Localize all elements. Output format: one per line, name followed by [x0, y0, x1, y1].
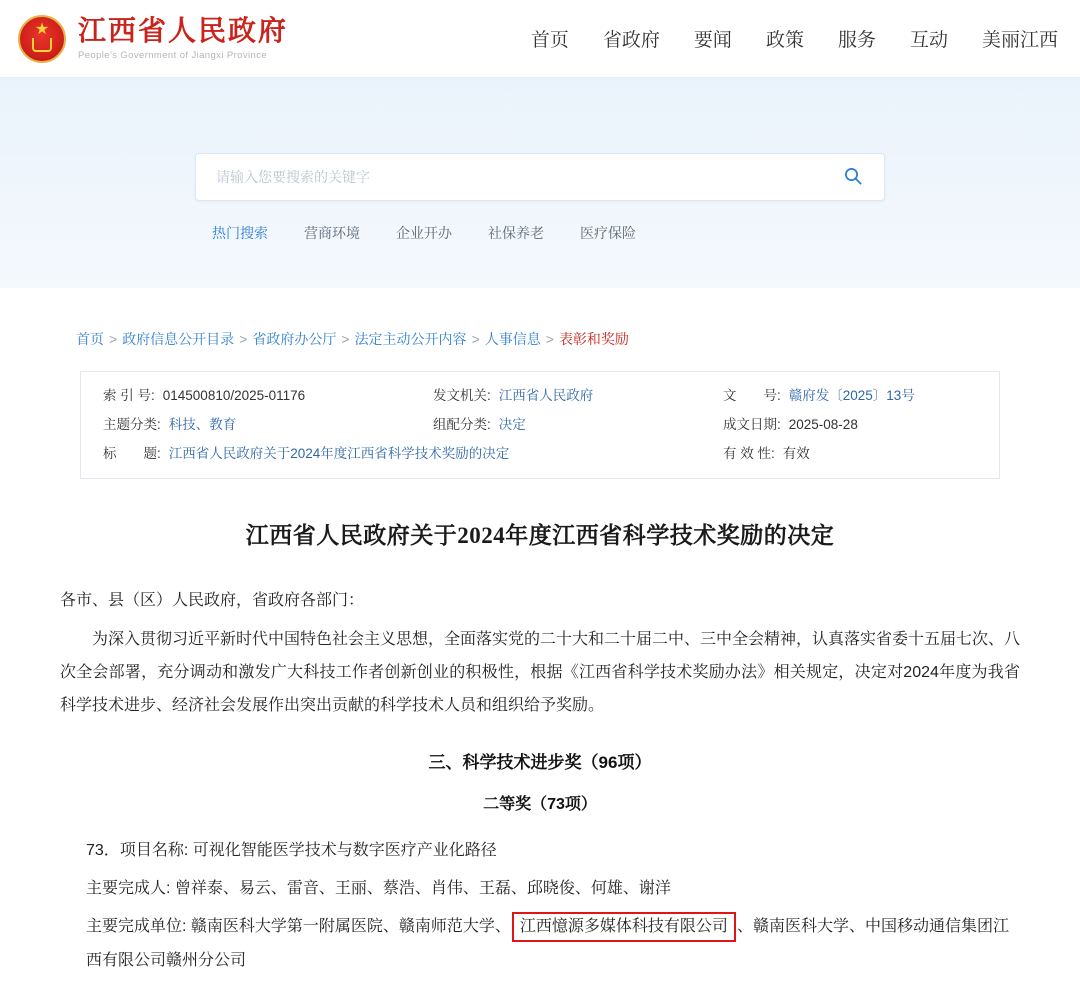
meta-row	[103, 386, 977, 406]
breadcrumb-item-personnel[interactable]: 人事信息	[484, 331, 541, 347]
meta-key: 主题分类:	[103, 417, 161, 432]
breadcrumb-item-legal-disclosure[interactable]: 法定主动公开内容	[354, 331, 467, 347]
award-entry-project	[60, 834, 1020, 868]
highlighted-company: 江西憶源多媒体科技有限公司	[512, 912, 736, 942]
meta-value[interactable]: 江西省人民政府关于2024年度江西省科学技术奖励的决定	[168, 446, 510, 461]
hot-item-social-security[interactable]: 社保养老	[488, 225, 544, 241]
award-people-label: 主要完成人:	[86, 880, 171, 897]
site-logo[interactable]	[18, 15, 288, 63]
brand-title-cn: 江西省人民政府	[78, 16, 289, 47]
nav-item-beautiful-jiangxi[interactable]: 美丽江西	[981, 30, 1058, 51]
main-nav	[531, 25, 1058, 52]
nav-item-policy[interactable]: 政策	[765, 30, 804, 51]
award-entry-units	[60, 910, 1020, 978]
meta-row	[103, 415, 977, 435]
hot-search-row	[212, 223, 636, 243]
brand-title-en: People's Government of Jiangxi Province	[78, 50, 268, 61]
breadcrumb-separator: >	[341, 331, 350, 347]
nav-item-home[interactable]: 首页	[530, 30, 569, 51]
breadcrumb-separator: >	[545, 331, 554, 347]
meta-cell-index	[103, 386, 433, 406]
breadcrumb	[60, 329, 1020, 349]
award-entry-people	[60, 872, 1020, 906]
document-title: 江西省人民政府关于2024年度江西省科学技术奖励的决定	[245, 523, 835, 548]
award-project-label: 项目名称:	[119, 842, 189, 859]
award-project-name: 可视化智能医学技术与数字医疗产业化路径	[192, 842, 497, 859]
meta-key: 发文机关:	[433, 388, 491, 403]
site-header	[0, 0, 1080, 78]
award-entry-number: 73．	[86, 842, 120, 859]
meta-value[interactable]: 赣府发〔2025〕13号	[788, 388, 915, 403]
search-button[interactable]	[836, 160, 870, 194]
meta-value: 014500810/2025-01176	[162, 388, 306, 403]
breadcrumb-item-catalog[interactable]: 政府信息公开目录	[122, 331, 235, 347]
document-salutation: 各市、县（区）人民政府，省政府各部门：	[60, 592, 365, 609]
meta-key: 组配分类:	[433, 417, 491, 432]
award-people-value: 曾祥泰、易云、雷音、王丽、蔡浩、肖伟、王磊、邱晓俊、何雄、谢洋	[174, 880, 671, 897]
meta-value[interactable]: 科技、教育	[168, 417, 237, 432]
meta-value[interactable]: 江西省人民政府	[498, 388, 594, 403]
meta-cell-validity	[723, 444, 977, 464]
breadcrumb-item-home[interactable]: 首页	[76, 331, 104, 347]
brand-text	[78, 16, 288, 61]
document-paragraph-1: 为深入贯彻习近平新时代中国特色社会主义思想，全面落实党的二十大和二十届二中、三中全会精神，认真落实省委十五届七次、八次全会部署，充分调动和激发广大科技工作者创新创业的积极性，根据《江西省科学技术奖励办法》相关规定，决定对2024年度为我省科学技术进步、经济社会发展作出突出贡献的科学技术人员和组织给予奖励。	[60, 631, 1021, 714]
meta-cell-topic	[103, 415, 433, 435]
meta-cell-issuer	[433, 386, 723, 406]
breadcrumb-separator: >	[109, 331, 118, 347]
breadcrumb-item-office[interactable]: 省政府办公厅	[252, 331, 337, 347]
nav-item-service[interactable]: 服务	[837, 30, 876, 51]
award-units-after: 、赣南医科大学、中国移动通信集团江西有限公司赣州分公司	[86, 918, 1009, 969]
search-box[interactable]	[195, 153, 885, 201]
section-subtitle: 二等奖（73项）	[483, 796, 597, 813]
meta-key: 索 引 号:	[103, 388, 155, 403]
section-title: 三、科学技术进步奖（96项）	[428, 753, 652, 772]
hot-item-company-setup[interactable]: 企业开办	[396, 225, 452, 241]
search-band	[0, 78, 1080, 288]
hot-item-medical-insurance[interactable]: 医疗保险	[580, 225, 636, 241]
nav-item-news[interactable]: 要闻	[693, 30, 732, 51]
award-units-before: 赣南医科大学第一附属医院、赣南师范大学、	[190, 918, 511, 935]
meta-value: 有效	[782, 446, 810, 461]
meta-value[interactable]: 决定	[498, 417, 526, 432]
breadcrumb-item-current: 表彰和奖励	[558, 331, 629, 347]
meta-key: 标 题:	[103, 446, 161, 461]
search-icon	[843, 166, 863, 189]
meta-key: 文 号:	[723, 388, 781, 403]
meta-key: 成文日期:	[723, 417, 781, 432]
content-card	[18, 303, 1062, 982]
search-input[interactable]	[214, 168, 836, 186]
meta-row	[103, 444, 977, 464]
hot-item-business-environment[interactable]: 营商环境	[304, 225, 360, 241]
meta-cell-doc-number	[723, 386, 977, 406]
national-emblem-icon	[18, 15, 66, 63]
meta-key: 有 效 性:	[723, 446, 775, 461]
nav-item-provincial-government[interactable]: 省政府	[602, 30, 660, 51]
award-units-label: 主要完成单位:	[86, 918, 187, 935]
meta-cell-date	[723, 415, 977, 435]
breadcrumb-separator: >	[471, 331, 480, 347]
meta-cell-category	[433, 415, 723, 435]
document-meta-table	[80, 371, 1000, 479]
breadcrumb-separator: >	[239, 331, 248, 347]
nav-item-interaction[interactable]: 互动	[909, 30, 948, 51]
meta-value: 2025-08-28	[788, 417, 858, 432]
hot-search-label[interactable]: 热门搜索	[212, 225, 268, 241]
meta-cell-title	[103, 444, 723, 464]
